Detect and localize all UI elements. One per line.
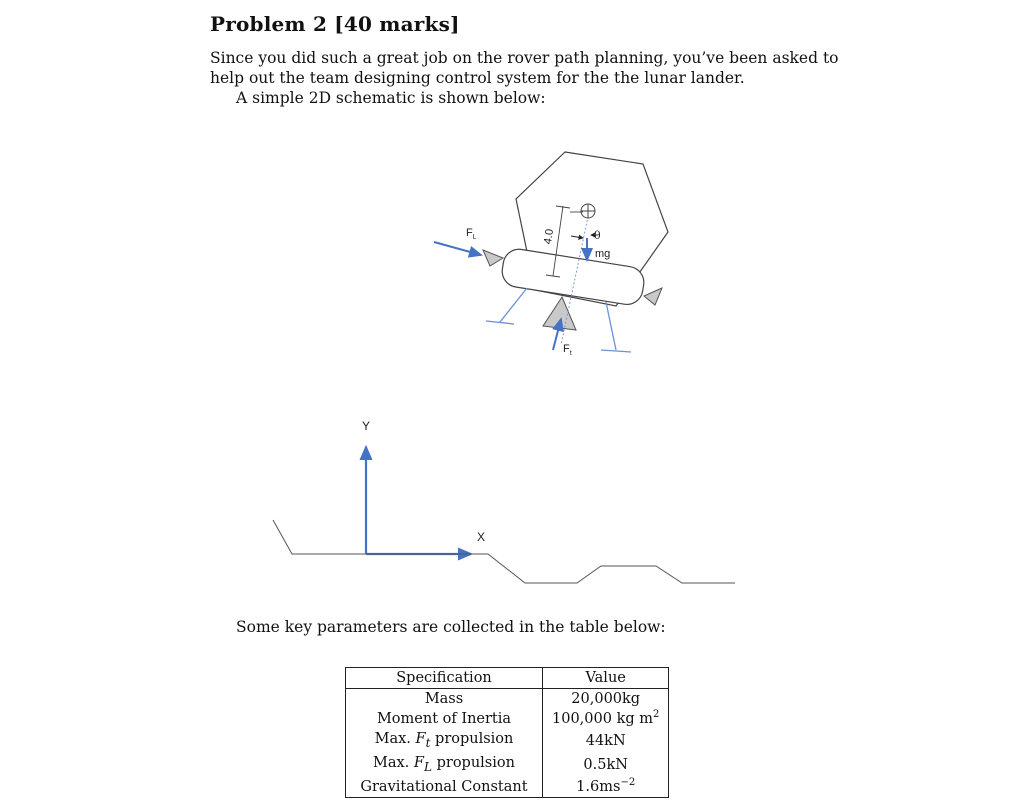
table-intro: Some key parameters are collected in the table below: (236, 618, 666, 636)
lateral-force-label: $F_L$ (466, 227, 477, 241)
table-row (346, 689, 669, 710)
parameters-table (345, 667, 669, 798)
right-leg (606, 302, 616, 350)
table-row (346, 729, 669, 753)
right-nozzle (644, 288, 662, 305)
thrust-force-label: $F_t$ (563, 343, 572, 357)
value-cell: $1.6ms^{-2}$ (576, 776, 636, 795)
side-nozzle (483, 250, 503, 266)
terrain-profile (273, 520, 735, 583)
spec-cell: Max. $F_t$ propulsion (346, 729, 543, 753)
y-axis-label: Y (362, 419, 371, 433)
intro-line-3: A simple 2D schematic is shown below: (236, 89, 546, 107)
table-row (346, 709, 669, 729)
value-cell: 44kN (585, 732, 626, 749)
weight-label: mg (595, 248, 611, 260)
value-cell: 20,000kg (571, 691, 641, 707)
lateral-force-vector (434, 242, 481, 255)
spec-cell: Moment of Inertia (346, 709, 543, 729)
left-leg (500, 288, 527, 322)
header-specification: Specification (346, 668, 543, 689)
right-foot (601, 350, 631, 352)
value-cell: 100,000 kg $m^2$ (552, 709, 660, 727)
spec-cell: Mass (346, 689, 543, 710)
header-value: Value (543, 668, 669, 689)
spec-cell: Max. $F_L$ propulsion (346, 753, 543, 777)
table-header-row (346, 668, 669, 689)
table-row (346, 777, 669, 798)
value-cell: 0.5kN (583, 756, 628, 773)
spec-cell: Gravitational Constant (346, 777, 543, 798)
table-row (346, 753, 669, 777)
x-axis-label: X (477, 530, 486, 544)
intro-line-2: help out the team designing control system for the the lunar lander. (210, 69, 745, 87)
intro-line-1: Since you did such a great job on the rover path planning, you’ve been asked to (210, 49, 839, 67)
theta-label: θ (594, 229, 601, 242)
problem-title: Problem 2 [40 marks] (210, 12, 460, 36)
dimension-label: 4.0 (542, 228, 557, 245)
